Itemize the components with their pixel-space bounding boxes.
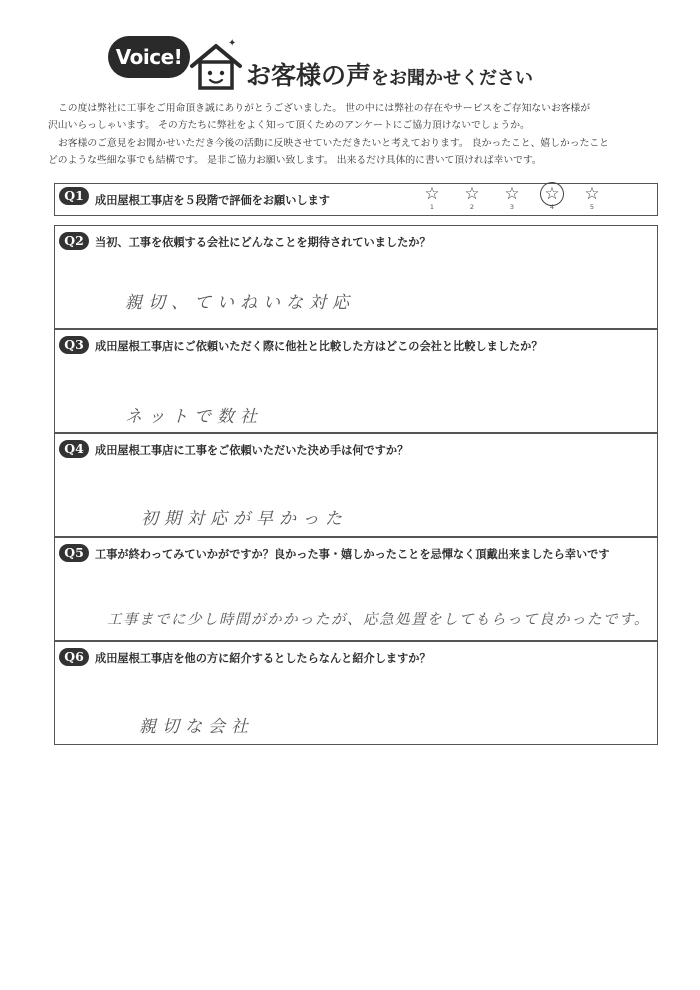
intro-line: どのような些細な事でも結構です。 是非ご協力お願い致します。 出来るだけ具体的に書いて頂ければ幸いです。 [48, 155, 542, 167]
sparkle-icon: ✦ [228, 38, 237, 49]
voice-badge: Voice! [108, 36, 190, 78]
question-box-q6 [54, 641, 658, 745]
question-badge: Q5 [59, 544, 89, 562]
page-title [246, 56, 533, 92]
question-box-q2 [54, 225, 658, 329]
handwritten-answer: 親切な会社 [139, 717, 254, 737]
question-text: 成田屋根工事店を他の方に紹介するとしたらなんと紹介しますか？ [95, 652, 431, 665]
handwritten-answer: 親切、ていねいな対応 [125, 293, 355, 313]
intro-line: 沢山いらっしゃいます。 その方たちに弊社をよく知って頂くためのアンケートにご協力頂けないでしょうか。 [48, 120, 530, 132]
question-box-q5 [54, 537, 658, 641]
handwritten-answer: 工事までに少し時間がかかったが、応急処置をしてもらって良かったです。 [107, 612, 650, 628]
star-outline-icon: ☆ [504, 184, 520, 204]
title-main: お客様の声 [246, 61, 372, 90]
handwritten-answer: 初期対応が早かった [141, 509, 348, 529]
question-badge: Q3 [59, 336, 89, 354]
star-outline-icon: ☆ [584, 184, 600, 204]
question-badge: Q4 [59, 440, 89, 458]
rating-star-1[interactable] [423, 185, 441, 213]
intro-text [48, 100, 658, 170]
survey-header [0, 0, 700, 100]
question-box-q1 [54, 183, 658, 216]
question-text: 当初、工事を依頼する会社にどんなことを期待されていましたか？ [95, 236, 431, 249]
star-number: 4 [549, 203, 555, 211]
star-number: 3 [509, 203, 515, 211]
handwritten-answer: ネットで数社 [125, 407, 263, 427]
question-box-q4 [54, 433, 658, 537]
question-box-q3 [54, 329, 658, 433]
house-face-icon [186, 40, 246, 92]
star-number: 5 [589, 203, 595, 211]
star-outline-icon: ☆ [464, 184, 480, 204]
title-sub: をお聞かせください [371, 68, 534, 89]
question-text: 成田屋根工事店にご依頼いただく際に他社と比較した方はどこの会社と比較しましたか？ [95, 340, 543, 353]
rating-star-4[interactable] [543, 185, 561, 213]
question-badge: Q6 [59, 648, 89, 666]
star-number: 1 [429, 203, 435, 211]
rating-stars [423, 185, 613, 215]
rating-star-3[interactable] [503, 185, 521, 213]
question-text: 成田屋根工事店に工事をご依頼いただいた決め手は何ですか？ [95, 444, 409, 457]
question-badge: Q2 [59, 232, 89, 250]
question-text: 成田屋根工事店を５段階で評価をお願いします [95, 194, 330, 207]
star-outline-icon: ☆ [544, 184, 560, 204]
question-badge: Q1 [59, 187, 89, 205]
rating-star-5[interactable] [583, 185, 601, 213]
intro-line: この度は弊社に工事をご用命頂き誠にありがとうございました。 世の中には弊社の存在やサービスをご存知ないお客様が [58, 103, 591, 114]
star-number: 2 [469, 203, 475, 211]
rating-star-2[interactable] [463, 185, 481, 213]
intro-line: お客様のご意見をお聞かせいただき今後の活動に反映させていただきたいと考えております。 良かったこと、嬉しかったこと [58, 137, 609, 149]
star-outline-icon: ☆ [424, 184, 440, 204]
question-text: 工事が終わってみていかがですか？良かった事・嬉しかったことを忌憚なく頂戴出来ましたら幸いです [95, 548, 610, 561]
